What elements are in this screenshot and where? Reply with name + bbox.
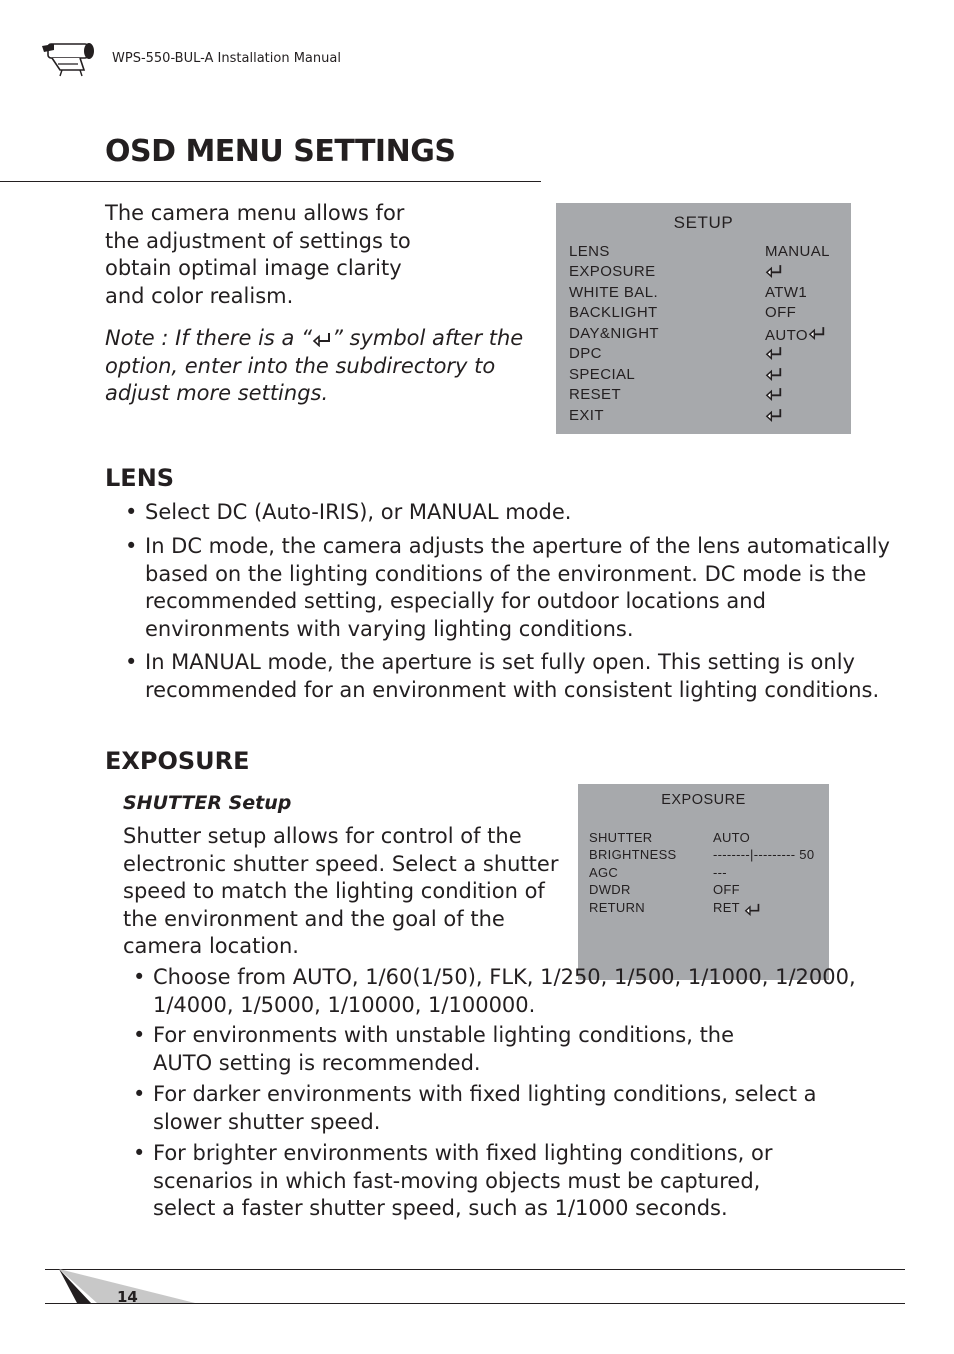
lens-bullet: • In DC mode, the camera adjusts the aperture of the lens automatically based on the lighting conditions of the environment. DC mode is the recommended setting, especially for outdoor locations and environments with varying lighting conditions. xyxy=(125,533,925,645)
exposure-bullet-text: For darker environments with fixed lighting conditions, select a slower shutter speed. xyxy=(153,1082,817,1134)
setup-menu-title: SETUP xyxy=(673,213,734,232)
lens-bullet: • In MANUAL mode, the aperture is set fully open. This setting is only recommended for an environment with consistent lighting conditions. xyxy=(125,649,925,705)
exposure-bullet-text: For brighter environments with fixed lighting conditions, or scenarios in which fast-moving objects must be captured, select a faster shutter speed, such as 1/1000 seconds. xyxy=(153,1141,773,1220)
enter-arrow-icon xyxy=(765,263,783,278)
enter-arrow-icon xyxy=(808,325,826,340)
setup-menu-item xyxy=(569,284,843,304)
setup-menu-item xyxy=(569,386,843,406)
setup-item-value: MANUAL xyxy=(765,243,830,260)
setup-menu-item xyxy=(569,304,843,324)
intro-paragraph: The camera menu allows for the adjustment of settings to obtain optimal image clarity and color realism. xyxy=(105,201,411,308)
enter-arrow-icon xyxy=(765,407,783,422)
page-title: OSD MENU SETTINGS xyxy=(105,134,456,169)
setup-menu-item xyxy=(569,345,843,365)
enter-arrow-icon xyxy=(744,902,761,916)
exposure-item-label: DWDR xyxy=(589,882,631,897)
setup-item-label: RESET xyxy=(569,386,622,403)
note-text-before: Note : If there is a “ xyxy=(105,326,312,350)
title-divider xyxy=(0,181,541,182)
setup-item-label: SPECIAL xyxy=(569,366,636,383)
setup-item-label: LENS xyxy=(569,243,610,260)
exposure-item-label: RETURN xyxy=(589,900,645,915)
exposure-bullet: • Choose from AUTO, 1/60(1/50), FLK, 1/250, 1/500, 1/1000, 1/2000, 1/4000, 1/5000, 1/10000, 1/100000. xyxy=(133,964,933,1020)
exposure-bullet: • For environments with unstable lighting conditions, the AUTO setting is recommended. xyxy=(133,1022,933,1078)
setup-item-label: EXIT xyxy=(569,407,604,424)
setup-item-label: DPC xyxy=(569,345,602,362)
exposure-item-value: AUTO xyxy=(713,830,751,845)
exposure-item-label: BRIGHTNESS xyxy=(589,847,677,862)
enter-arrow-icon xyxy=(312,331,332,347)
exposure-item-value: RET xyxy=(713,900,740,915)
lens-bullet-text: In DC mode, the camera adjusts the aperture of the lens automatically based on the lighting conditions of the environment. DC mode is the recommended setting, especially for outdoor locations and environments with varying lighting conditions. xyxy=(145,534,890,641)
exposure-menu-title: EXPOSURE xyxy=(661,792,746,808)
setup-item-label: WHITE BAL. xyxy=(569,284,659,301)
enter-arrow-icon xyxy=(765,386,783,401)
exposure-item-label: SHUTTER xyxy=(589,830,653,845)
exposure-menu-item xyxy=(589,830,823,848)
setup-item-label: DAY&NIGHT xyxy=(569,325,659,342)
footer-divider-bottom xyxy=(45,1303,905,1304)
setup-menu-item xyxy=(569,407,843,427)
shutter-setup-paragraph: Shutter setup allows for control of the electronic shutter speed. Select a shutter speed to match the lighting condition of the environment and the goal of the camera location. xyxy=(123,824,559,958)
exposure-menu-screenshot xyxy=(578,784,829,980)
setup-item-value: OFF xyxy=(765,304,797,321)
exposure-item-value: --------|--------- 50 xyxy=(713,847,815,862)
setup-menu-item xyxy=(569,263,843,283)
setup-menu-screenshot xyxy=(556,203,851,434)
manual-title: WPS-550-BUL-A Installation Manual xyxy=(112,51,341,66)
setup-menu-item xyxy=(569,243,843,263)
exposure-bullet-text: For environments with unstable lighting conditions, the AUTO setting is recommended. xyxy=(153,1023,735,1075)
note-text-after: ” symbol after the option, enter into the subdirectory to adjust more settings. xyxy=(105,326,524,405)
exposure-menu-item xyxy=(589,900,823,918)
exposure-item-value: --- xyxy=(713,865,727,880)
shutter-setup-heading: SHUTTER Setup xyxy=(123,792,292,814)
enter-arrow-icon xyxy=(765,345,783,360)
bullet-camera-icon xyxy=(40,38,100,78)
page-number: 14 xyxy=(117,1288,138,1306)
exposure-bullet: • For darker environments with fixed lighting conditions, select a slower shutter speed. xyxy=(133,1081,933,1137)
setup-item-value: ATW1 xyxy=(765,284,808,301)
exposure-bullet-text: Choose from AUTO, 1/60(1/50), FLK, 1/250, 1/500, 1/1000, 1/2000, 1/4000, 1/5000, 1/10000, 1/100000. xyxy=(153,965,856,1017)
exposure-heading: EXPOSURE xyxy=(105,747,250,775)
note-paragraph xyxy=(105,325,525,408)
setup-item-label: EXPOSURE xyxy=(569,263,656,280)
exposure-item-label: AGC xyxy=(589,865,619,880)
exposure-item-value: OFF xyxy=(713,882,740,897)
exposure-menu-item xyxy=(589,882,823,900)
lens-heading: LENS xyxy=(105,464,175,492)
lens-bullet-text: Select DC (Auto-IRIS), or MANUAL mode. xyxy=(145,500,572,524)
exposure-bullet: • For brighter environments with fixed lighting conditions, or scenarios in which fast-moving objects must be captured, select a faster shutter speed, such as 1/1000 seconds. xyxy=(133,1140,933,1224)
setup-menu-item xyxy=(569,366,843,386)
lens-bullet-text: In MANUAL mode, the aperture is set fully open. This setting is only recommended for an environment with consistent lighting conditions. xyxy=(145,650,880,702)
exposure-menu-item xyxy=(589,847,823,865)
exposure-menu-item xyxy=(589,865,823,883)
setup-item-label: BACKLIGHT xyxy=(569,304,658,321)
setup-menu-item xyxy=(569,325,843,345)
enter-arrow-icon xyxy=(765,366,783,381)
setup-item-value: AUTO xyxy=(765,327,808,344)
